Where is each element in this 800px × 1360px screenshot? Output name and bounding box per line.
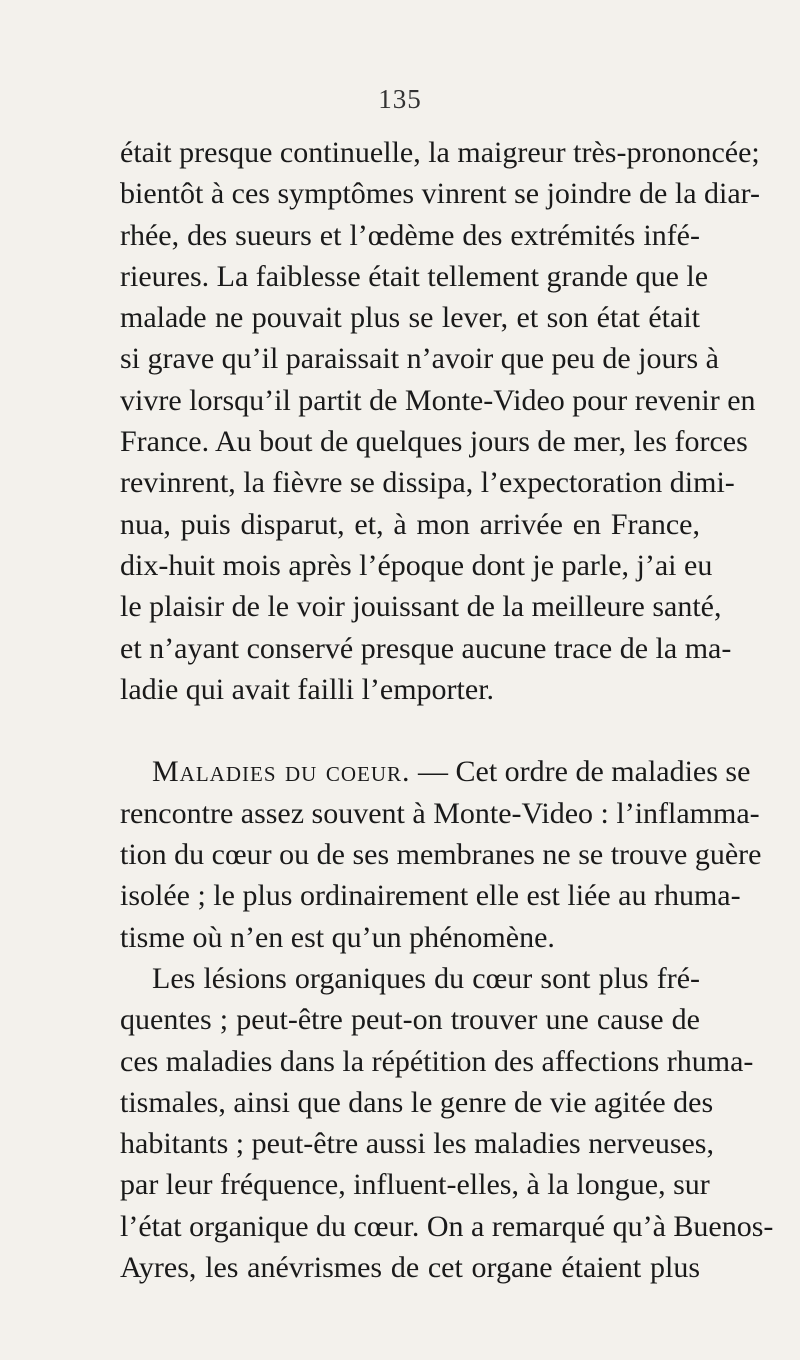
page-number: 135	[378, 84, 422, 114]
section-heading-line	[120, 751, 751, 792]
text-line: l’état organique du cœur. On a remarqué qu’à Buenos-	[120, 1209, 774, 1243]
text-line: tisme où n’en est qu’un phénomène.	[120, 920, 555, 954]
text-line: Ayres, les anévrismes de cet organe étaient plus	[120, 1251, 700, 1285]
text-line: rieures. La faiblesse était tellement grande que le	[120, 259, 709, 293]
text-line: malade ne pouvait plus se lever, et son état était	[120, 301, 700, 335]
text-line: si grave qu’il paraissait n’avoir que peu de jours à	[120, 342, 719, 376]
text-line: tion du cœur ou de ses membranes ne se trouve guère	[120, 838, 762, 872]
text-line: et n’ayant conservé presque aucune trace de la ma-	[120, 631, 732, 665]
text-line: tismales, ainsi que dans le genre de vie agitée des	[120, 1085, 714, 1119]
text-line: ces maladies dans la répétition des affections rhuma-	[120, 1044, 754, 1078]
text-line: nua, puis disparut, et, à mon arrivée en France,	[120, 507, 700, 541]
text-line: isolée ; le plus ordinairement elle est liée au rhuma-	[120, 879, 741, 913]
text-line: vivre lorsqu’il partit de Monte-Video pour revenir en	[120, 383, 756, 417]
text-line: par leur fréquence, influent-elles, à la longue, sur	[120, 1168, 710, 1202]
text-line: dix-huit mois après l’époque dont je parle, j’ai eu	[120, 548, 713, 582]
text-line: était presque continuelle, la maigreur très-prononcée;	[120, 136, 760, 169]
text-line: rencontre assez souvent à Monte-Video : l’inflamma-	[120, 796, 760, 830]
paragraph-spacer	[120, 710, 700, 751]
text-line: France. Au bout de quelques jours de mer, les forces	[120, 425, 748, 459]
body-text	[120, 132, 774, 1288]
text-line-rest: — Cet ordre de maladies se	[410, 755, 751, 789]
text-line: habitants ; peut-être aussi les maladies nerveuses,	[120, 1127, 714, 1161]
text-line: quentes ; peut-être peut-on trouver une cause de	[120, 1003, 700, 1037]
paragraph-heart-diseases	[120, 751, 762, 957]
text-line: Les lésions organiques du cœur sont plus fré-	[152, 961, 700, 995]
text-line: le plaisir de le voir jouissant de la meilleure santé,	[120, 590, 722, 624]
paragraph-organic-lesions	[120, 958, 774, 1288]
text-line: ladie qui avait failli l’emporter.	[120, 672, 495, 706]
text-line: bientôt à ces symptômes vinrent se joindre de la diar-	[120, 177, 761, 211]
text-line: rhée, des sueurs et l’œdème des extrémités infé-	[120, 218, 700, 252]
text-line: revinrent, la fièvre se dissipa, l’expectoration dimi-	[120, 466, 735, 500]
section-heading: Maladies du coeur.	[152, 755, 411, 789]
paragraph-continuation	[120, 132, 761, 710]
